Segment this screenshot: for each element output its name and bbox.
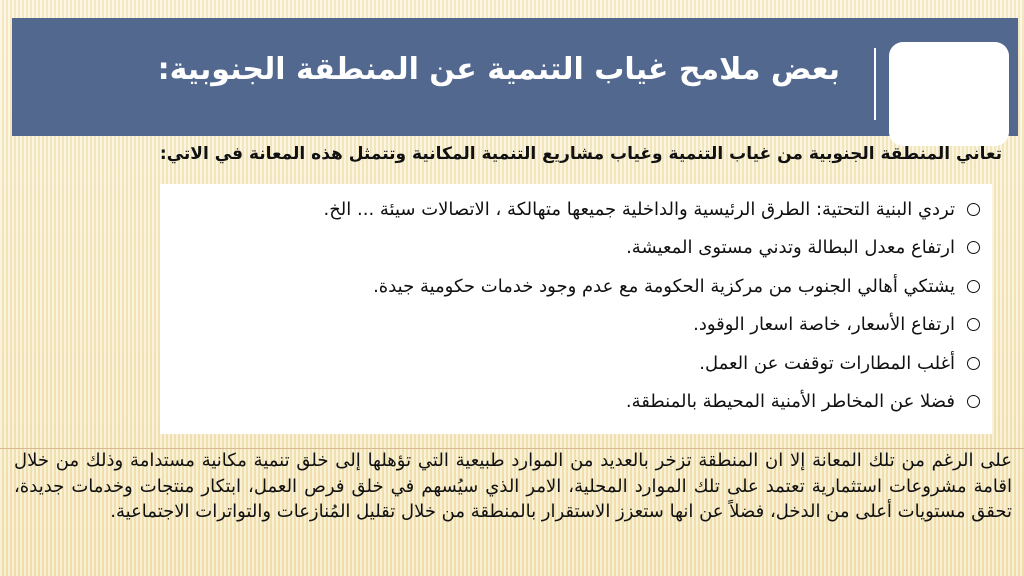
slide-title: بعض ملامح غياب التنمية عن المنطقة الجنوبية:: [157, 52, 840, 87]
title-divider: [874, 48, 876, 120]
hollow-circle-bullet-icon: [967, 318, 980, 331]
hollow-circle-bullet-icon: [967, 241, 980, 254]
hollow-circle-bullet-icon: [967, 395, 980, 408]
intro-text: تعاني المنطقة الجنوبية من غياب التنمية وغياب مشاريع التنمية المكانية وتتمثل هذه المعانة في الاتي:: [159, 144, 1002, 164]
bullet-item: [160, 344, 980, 383]
conclusion-paragraph: على الرغم من تلك المعانة إلا ان المنطقة تزخر بالعديد من الموارد طبيعية التي تؤهلها إلى خلق تنمية مكانية مستدامة وذلك من خلال اقامة مشروعات استثمارية تعتمد على تلك الموارد المحلية، الامر الذي سيُسهم في خلق فرص العمل، ابتكار منتجات وخدمات جديدة، تحقق مستويات أعلى من الدخل، فضلاً عن انها ستعزز الاستقرار بالمنطقة من خلال تقليل المُنازعات والتواترات الاجتماعية.: [14, 450, 1012, 522]
bullet-item: [160, 190, 980, 229]
hollow-circle-bullet-icon: [967, 280, 980, 293]
hollow-circle-bullet-icon: [967, 357, 980, 370]
bullet-text: أغلب المطارات توقفت عن العمل.: [699, 352, 955, 374]
bullet-text: تردي البنية التحتية: الطرق الرئيسية والداخلية جميعها متهالكة ، الاتصالات سيئة ... الخ.: [323, 198, 955, 220]
bullet-item: [160, 267, 980, 306]
hollow-circle-bullet-icon: [967, 203, 980, 216]
bullet-text: ارتفاع الأسعار، خاصة اسعار الوقود.: [693, 314, 955, 336]
bullet-item: [160, 383, 980, 422]
bullet-item: [160, 306, 980, 345]
bullet-text: ارتفاع معدل البطالة وتدني مستوى المعيشة.: [626, 237, 955, 259]
bullet-item: [160, 229, 980, 268]
bullet-list-box: [160, 184, 992, 434]
bullet-text: يشتكي أهالي الجنوب من مركزية الحكومة مع عدم وجود خدمات حكومية جيدة.: [373, 275, 955, 297]
title-decoration-box: [889, 42, 1009, 146]
bullet-list: [160, 184, 992, 421]
bullet-text: فضلا عن المخاطر الأمنية المحيطة بالمنطقة.: [625, 391, 955, 413]
title-banner: [12, 18, 1018, 136]
